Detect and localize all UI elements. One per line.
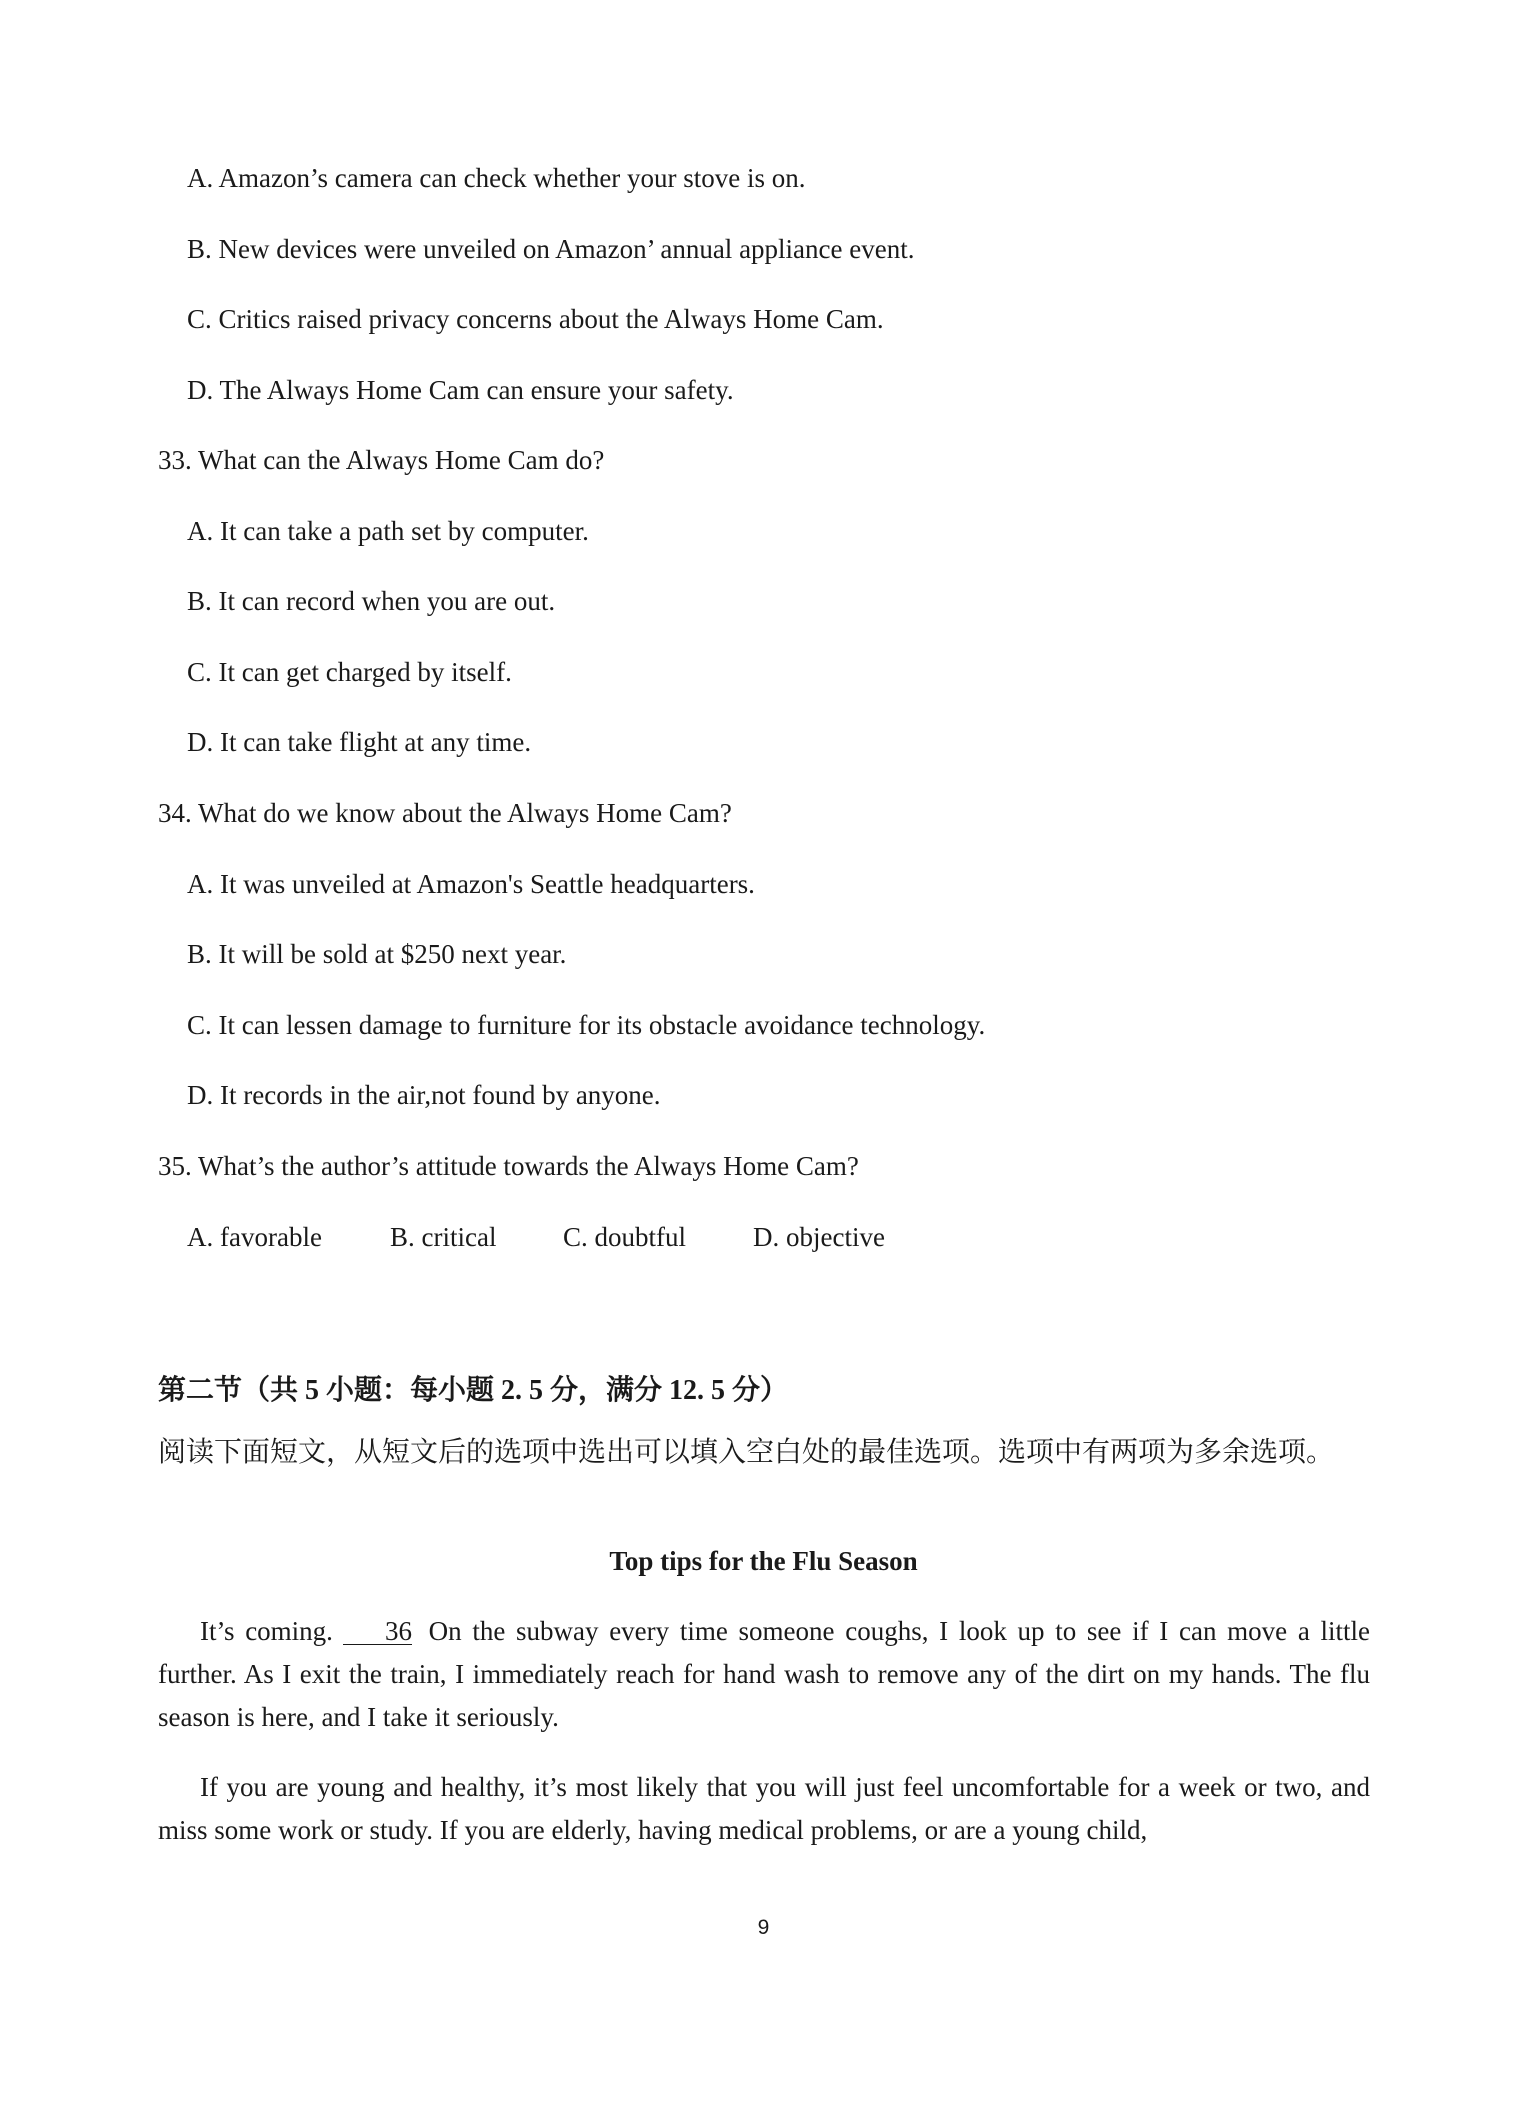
section-instructions: 阅读下面短文，从短文后的选项中选出可以填入空白处的最佳选项。选项中有两项为多余选项。 [158,1437,1335,1468]
q33-option-c: C. It can get charged by itself. [187,657,512,687]
q33-option-b: B. It can record when you are out. [187,586,556,616]
passage-paragraph-2: If you are young and healthy, it’s most likely that you will just feel uncomfortable for a week or two, and miss some work or study. If you are elderly, having medical problems, or are a young child, [158,1772,1370,1845]
q35-option-b: B. critical [390,1222,497,1252]
q35-option-d: D. objective [753,1222,885,1252]
section-heading: 第二节（共 5 小题：每小题 2. 5 分，满分 12. 5 分） [158,1375,789,1406]
q34-option-d: D. It records in the air,not found by anyone. [187,1080,661,1110]
q33-option-a: A. It can take a path set by computer. [187,516,589,546]
page-number: 9 [757,1916,770,1939]
q34-question: 34. What do we know about the Always Home Cam? [158,798,732,828]
q33-question: 33. What can the Always Home Cam do? [158,445,605,475]
q32-option-c: C. Critics raised privacy concerns about the Always Home Cam. [187,304,884,334]
passage-paragraph-1 [158,1610,1370,1739]
q32-option-a: A. Amazon’s camera can check whether your stove is on. [187,163,806,193]
q33-option-d: D. It can take flight at any time. [187,727,532,757]
passage-title: Top tips for the Flu Season [609,1546,918,1576]
para1-rest: On the subway every time someone coughs, I look up to see if I can move a little further. As I exit the train, I immediately reach for hand wash to remove any of the dirt on my hands. The flu season is here, and I take it seriously. [158,1616,1370,1732]
q35-options-row [187,1220,885,1254]
q34-option-c: C. It can lessen damage to furniture for its obstacle avoidance technology. [187,1010,986,1040]
para1-start: It’s coming. [200,1616,333,1646]
q32-option-d: D. The Always Home Cam can ensure your safety. [187,375,734,405]
q35-question: 35. What’s the author’s attitude towards the Always Home Cam? [158,1151,859,1181]
q34-option-a: A. It was unveiled at Amazon's Seattle headquarters. [187,869,755,899]
q35-option-c: C. doubtful [563,1222,687,1252]
q34-option-b: B. It will be sold at $250 next year. [187,939,567,969]
q32-option-b: B. New devices were unveiled on Amazon’ annual appliance event. [187,234,915,264]
blank-36: 36 [343,1618,412,1645]
q35-option-a: A. favorable [187,1222,322,1252]
